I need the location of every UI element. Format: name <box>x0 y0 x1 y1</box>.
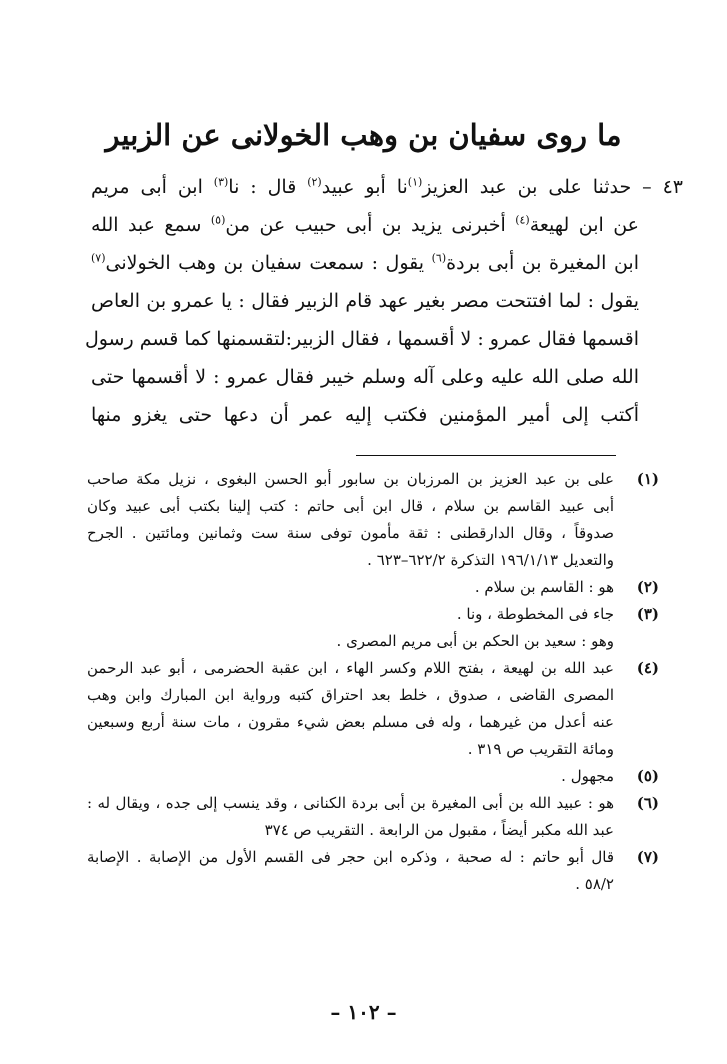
footnote-line: ٥٨/٢ . <box>575 875 614 893</box>
text-line <box>91 168 683 206</box>
footnote-5 <box>87 763 659 790</box>
footnote-line: عبد الله مكبر أيضاً ، مقبول من الرابعة . التقريب ص ٣٧٤ <box>264 821 614 839</box>
footnote-number: (٤) <box>636 659 659 677</box>
footnote-line: جاء فى المخطوطة ، ونا . <box>456 605 614 623</box>
text-run: عن ابن لهيعة <box>529 214 640 236</box>
footnote-number: (٥) <box>636 767 659 785</box>
footnote-number: (٦) <box>636 794 659 812</box>
footnote-1 <box>87 466 659 574</box>
text-run: يقول : سمعت سفيان بن وهب الخولانى <box>105 252 432 274</box>
footnote-separator <box>356 455 616 456</box>
text-run: ابن المغيرة بن أبى بردة <box>446 252 639 274</box>
footnote-line: أبى عبيد القاسم بن سلام ، قال ابن أبى حاتم : كتب إلينا بكتب أبى عبيد وكان <box>87 497 614 515</box>
footnote-number: (٢) <box>636 578 659 596</box>
footnote-6 <box>87 790 659 844</box>
text-run: نا أبو عبيد <box>321 176 408 198</box>
footnote-number: (٧) <box>636 848 659 866</box>
footnote-ref[interactable]: (٥) <box>210 213 226 227</box>
text-line <box>84 320 639 358</box>
text-run: اقسمها فقال عمرو : لا أقسمها ، فقال الزبير:لتقسمنها كما قسم رسول <box>84 328 639 350</box>
text-run: يقول : لما افتتحت مصر بغير عهد قام الزبير فقال : يا عمرو بن العاص <box>91 290 639 312</box>
footnote-line: مجهول . <box>561 767 614 785</box>
footnote-ref[interactable]: (٦) <box>431 251 447 265</box>
footnote-line: قال أبو حاتم : له صحبة ، وذكره ابن حجر فى القسم الأول من الإصابة . الإصابة <box>87 848 614 866</box>
text-run: ٤٣ – حدثنا على بن عبد العزيز <box>422 176 683 198</box>
text-line <box>91 396 639 434</box>
text-line <box>91 206 639 244</box>
page-number: – ١٠٢ – <box>330 1000 397 1024</box>
footnote-number: (٣) <box>636 605 659 623</box>
footnote-number: (١) <box>636 470 659 488</box>
footnote-line: وهو : سعيد بن الحكم بن أبى مريم المصرى . <box>336 632 614 650</box>
footnote-line: صدوقاً ، وقال الدارقطنى : ثقة مأمون توفى سنة ست وثمانين ومائتين . الجرح <box>87 524 614 542</box>
hadith-text <box>84 168 683 434</box>
footnote-ref[interactable]: (٤) <box>515 213 530 227</box>
footnote-line: ومائة التقريب ص ٣١٩ . <box>467 740 614 758</box>
text-run: الله صلى الله عليه وعلى آله وسلم خيبر فقال عمرو : لا أقسمها حتى <box>91 366 639 388</box>
footnote-ref[interactable]: (٧) <box>91 251 106 265</box>
footnote-2 <box>87 574 659 601</box>
footnotes <box>87 466 659 898</box>
footnote-line: عنه أعدل من غيرهما ، وله فى مسلم بعض شيء مقرون ، مات سنة أربع وسبعين <box>87 713 614 731</box>
text-line <box>91 358 639 396</box>
footnote-line: والتعديل ١٩٦/١/١٣ التذكرة ٦٢٢/٢–٦٢٣ . <box>367 551 614 569</box>
footnote-3 <box>87 601 659 655</box>
text-run: ابن أبى مريم <box>91 176 214 198</box>
footnote-ref[interactable]: (٣) <box>213 175 229 189</box>
footnote-line: هو : عبيد الله بن أبى المغيرة بن أبى بردة الكنانى ، وقد ينسب إلى جده ، ويقال له : <box>87 794 614 812</box>
footnote-4 <box>87 655 659 763</box>
text-run: أكتب إلى أمير المؤمنين فكتب إليه عمر أن دعها حتى يغزو منها <box>91 404 639 426</box>
footnote-line: على بن عبد العزيز بن المرزبان بن سابور أبو الحسن البغوى ، نزيل مكة صاحب <box>87 470 614 488</box>
footnote-7 <box>87 844 659 898</box>
footnote-ref[interactable]: (١) <box>407 175 423 189</box>
footnote-line: عبد الله بن لهيعة ، بفتح اللام وكسر الهاء ، ابن عقبة الحضرمى ، أبو عبد الرحمن <box>87 659 614 677</box>
footnote-ref[interactable]: (٢) <box>307 175 322 189</box>
text-run: أخبرنى يزيد بن أبى حبيب عن من <box>225 214 516 236</box>
footnote-line: المصرى القاضى ، صدوق ، خلط بعد احتراق كتبه ورواية ابن المبارك وابن وهب <box>87 686 614 704</box>
text-line <box>91 282 639 320</box>
chapter-heading: ما روى سفيان بن وهب الخولانى عن الزبير <box>105 118 622 152</box>
footnote-line: هو : القاسم بن سلام . <box>474 578 614 596</box>
text-run: سمع عبد الله <box>91 214 211 236</box>
text-line <box>91 244 639 282</box>
text-run: قال : نا <box>228 176 308 198</box>
